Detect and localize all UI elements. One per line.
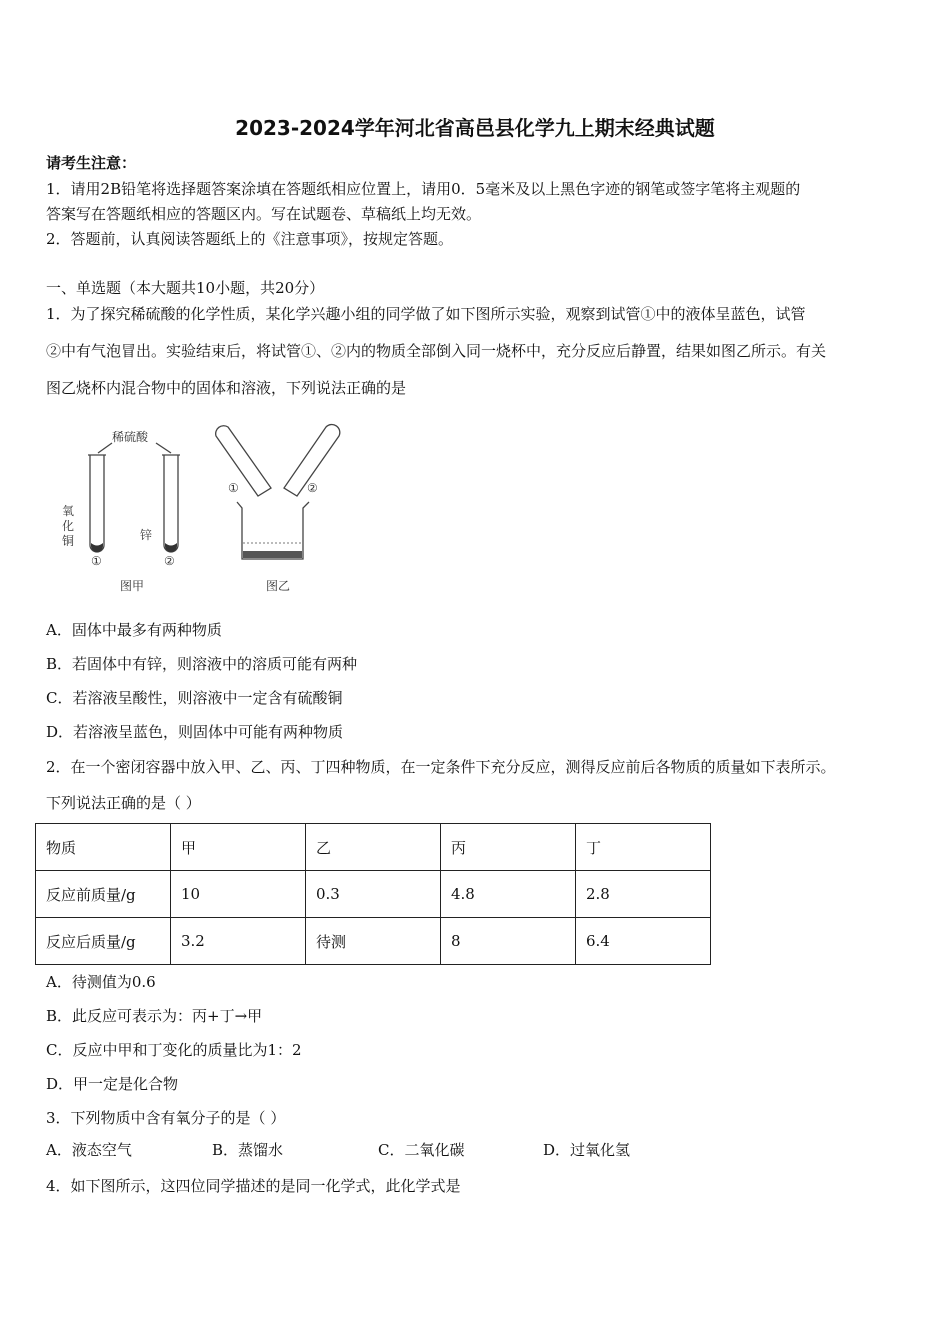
q2-stem-line-1: 2．在一个密闭容器中放入甲、乙、丙、丁四种物质，在一定条件下充分反应，测得反应前后各物质的质量如下表所示。	[46, 758, 836, 776]
table-cell: 甲	[171, 824, 306, 871]
q2-option-d: D．甲一定是化合物	[46, 1075, 179, 1093]
table-cell: 物质	[36, 824, 171, 871]
table-cell: 丙	[441, 824, 576, 871]
q2-option-b: B．此反应可表示为：丙+丁→甲	[46, 1007, 263, 1025]
table-cell: 反应前质量/g	[36, 871, 171, 918]
table-cell: 待测	[306, 918, 441, 965]
pouring-tube-1	[216, 426, 271, 496]
q1-option-a: A．固体中最多有两种物质	[46, 621, 222, 639]
table-cell: 8	[441, 918, 576, 965]
table-cell: 乙	[306, 824, 441, 871]
label-tube-1-poured: ①	[228, 481, 239, 495]
notice-line-3: 2．答题前，认真阅读答题纸上的《注意事项》，按规定答题。	[46, 230, 454, 248]
beaker	[237, 502, 309, 559]
label-tube-1: ①	[91, 554, 102, 568]
test-tube-2	[164, 455, 178, 552]
test-tube-1	[90, 455, 104, 552]
q3-option-c: C．二氧化碳	[378, 1141, 465, 1159]
table-cell: 6.4	[576, 918, 711, 965]
section-heading: 一、单选题（本大题共10小题，共20分）	[46, 279, 325, 297]
table-row	[36, 871, 711, 918]
q3-option-a: A．液态空气	[46, 1141, 132, 1159]
label-copper-oxide: 铜	[62, 534, 75, 548]
page-title: 2023-2024学年河北省高邑县化学九上期末经典试题	[235, 116, 715, 140]
q2-option-c: C．反应中甲和丁变化的质量比为1：2	[46, 1041, 302, 1059]
q4-stem: 4．如下图所示，这四位同学描述的是同一化学式，此化学式是	[46, 1177, 461, 1195]
mass-table	[35, 823, 711, 965]
q1-stem-line-3: 图乙烧杯内混合物中的固体和溶液，下列说法正确的是	[46, 379, 407, 397]
table-cell: 0.3	[306, 871, 441, 918]
caption-figure-b: 图乙	[266, 579, 291, 593]
label-copper-oxide: 化	[62, 519, 75, 533]
q1-experiment-figure	[40, 415, 360, 600]
q3-stem: 3．下列物质中含有氧分子的是（ ）	[46, 1109, 286, 1127]
table-cell: 10	[171, 871, 306, 918]
table-cell: 丁	[576, 824, 711, 871]
q1-option-d: D．若溶液呈蓝色，则固体中可能有两种物质	[46, 723, 344, 741]
q1-stem-line-2: ②中有气泡冒出。实验结束后，将试管①、②内的物质全部倒入同一烧杯中，充分反应后静置，结果如图乙所示。有关	[46, 342, 827, 360]
label-tube-2-poured: ②	[307, 481, 318, 495]
label-zinc: 锌	[140, 528, 153, 542]
label-copper-oxide: 氧	[62, 504, 75, 518]
caption-figure-a: 图甲	[120, 579, 145, 593]
label-dilute-sulfuric-acid: 稀硫酸	[112, 430, 149, 444]
notice-line-2: 答案写在答题纸相应的答题区内。写在试题卷、草稿纸上均无效。	[46, 205, 482, 223]
q2-stem-line-2: 下列说法正确的是（ ）	[46, 794, 201, 812]
q3-option-d: D．过氧化氢	[543, 1141, 631, 1159]
table-cell: 2.8	[576, 871, 711, 918]
acid-pointer-1	[98, 443, 112, 453]
q1-option-b: B．若固体中有锌，则溶液中的溶质可能有两种	[46, 655, 358, 673]
table-cell: 4.8	[441, 871, 576, 918]
q1-stem-line-1: 1．为了探究稀硫酸的化学性质，某化学兴趣小组的同学做了如下图所示实验，观察到试管①中的液体呈蓝色，试管	[46, 305, 806, 323]
label-tube-2: ②	[164, 554, 175, 568]
acid-pointer-2	[156, 443, 171, 453]
q2-option-a: A．待测值为0.6	[46, 973, 156, 991]
notice-heading: 请考生注意：	[46, 154, 137, 172]
table-cell: 反应后质量/g	[36, 918, 171, 965]
table-row	[36, 824, 711, 871]
notice-line-1: 1．请用2B铅笔将选择题答案涂填在答题纸相应位置上，请用0．5毫米及以上黑色字迹的钢笔或签字笔将主观题的	[46, 180, 801, 198]
table-cell: 3.2	[171, 918, 306, 965]
beaker-solid	[243, 551, 302, 558]
q3-option-b: B．蒸馏水	[212, 1141, 284, 1159]
table-row	[36, 918, 711, 965]
q1-option-c: C．若溶液呈酸性，则溶液中一定含有硫酸铜	[46, 689, 343, 707]
